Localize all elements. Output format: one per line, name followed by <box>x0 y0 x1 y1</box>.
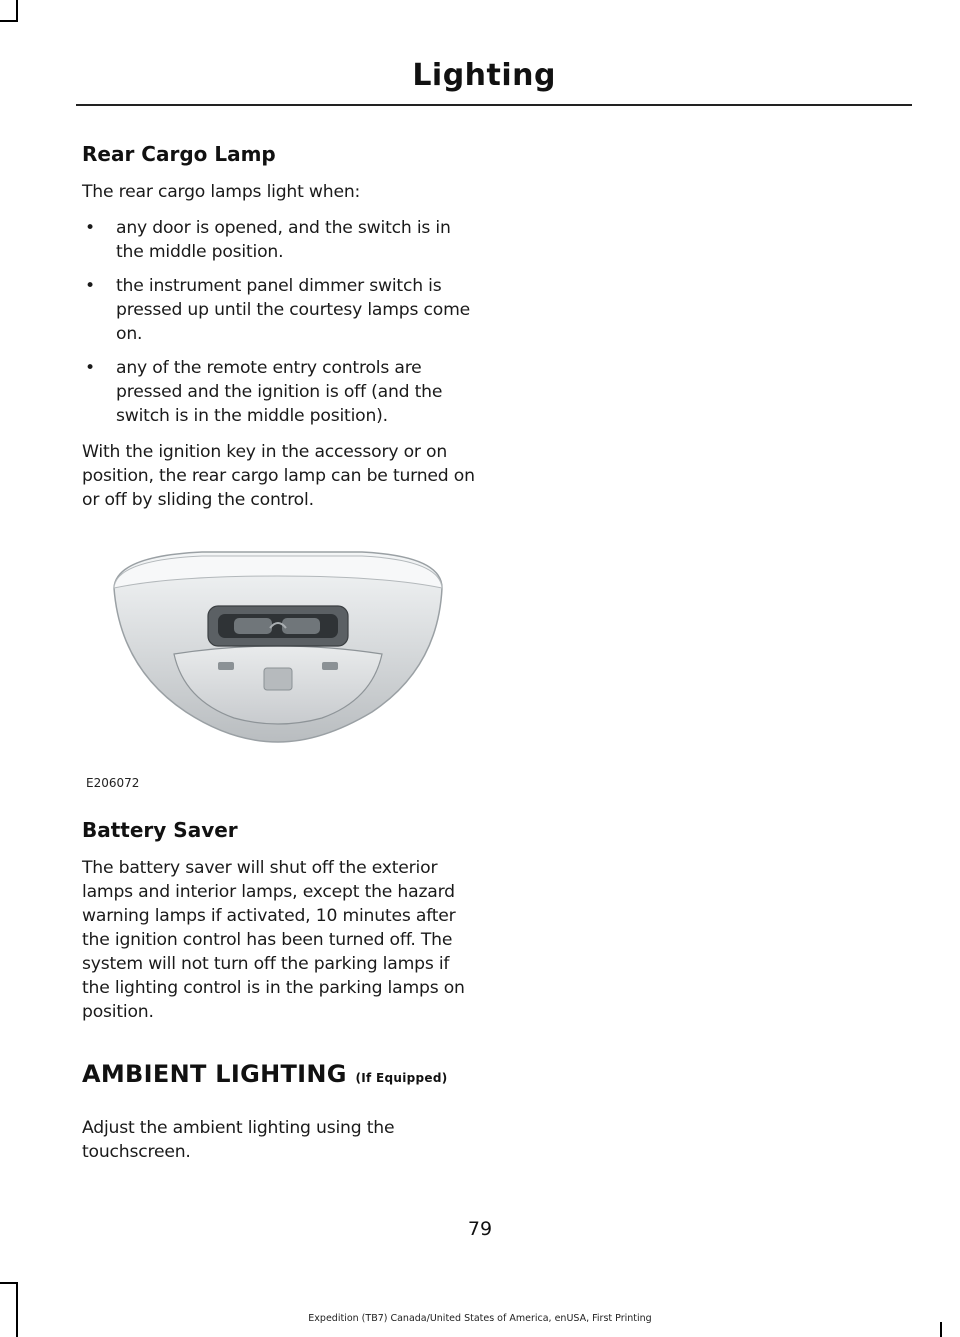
bullet-icon: • <box>85 358 95 378</box>
list-item <box>82 216 476 264</box>
crop-mark <box>0 1282 18 1284</box>
list-item-text: any of the remote entry controls are pressed and the ignition is off (and the switch is in the middle position). <box>116 358 443 426</box>
rear-cargo-lamp-heading: Rear Cargo Lamp <box>82 142 276 166</box>
page-number: 79 <box>467 1218 493 1240</box>
page-header-title: Lighting <box>412 58 556 93</box>
ambient-paragraph: Adjust the ambient lighting using the touchscreen. <box>82 1118 395 1162</box>
rear-cargo-intro: The rear cargo lamps light when: <box>82 182 361 202</box>
rear-cargo-paragraph: With the ignition key in the accessory or on position, the rear cargo lamp can be turned on or off by sliding the control. <box>82 442 475 510</box>
rear-cargo-bullet-list <box>82 216 476 428</box>
crop-mark <box>16 0 18 22</box>
list-item <box>82 274 476 346</box>
header-rule <box>76 104 912 106</box>
battery-saver-heading: Battery Saver <box>82 818 238 842</box>
crop-mark <box>16 1282 18 1337</box>
ambient-lighting-heading <box>82 1060 476 1088</box>
battery-saver-section <box>82 818 476 1024</box>
list-item-text: any door is opened, and the switch is in the middle position. <box>116 218 451 262</box>
cargo-lamp-figure <box>82 542 476 794</box>
crop-mark <box>940 1322 942 1337</box>
bullet-icon: • <box>85 276 95 296</box>
ambient-heading-qualifier: (If Equipped) <box>355 1071 448 1085</box>
figure-code: E206072 <box>86 776 140 790</box>
footer-text: Expedition (TB7) Canada/United States of America, enUSA, First Printing <box>308 1313 652 1324</box>
list-item <box>82 356 476 428</box>
main-column <box>82 142 476 1176</box>
ambient-heading-text: AMBIENT LIGHTING <box>82 1060 347 1088</box>
crop-mark <box>0 20 18 22</box>
cargo-lamp-illustration-icon <box>82 542 476 772</box>
bullet-icon: • <box>85 218 95 238</box>
list-item-text: the instrument panel dimmer switch is pressed up until the courtesy lamps come on. <box>116 276 470 344</box>
battery-saver-paragraph: The battery saver will shut off the exterior lamps and interior lamps, except the hazard warning lamps if activated, 10 minutes after the ignition control has been turned off. The system will not turn off the parking lamps if the lighting control is in the parking lamps on position. <box>82 858 465 1022</box>
